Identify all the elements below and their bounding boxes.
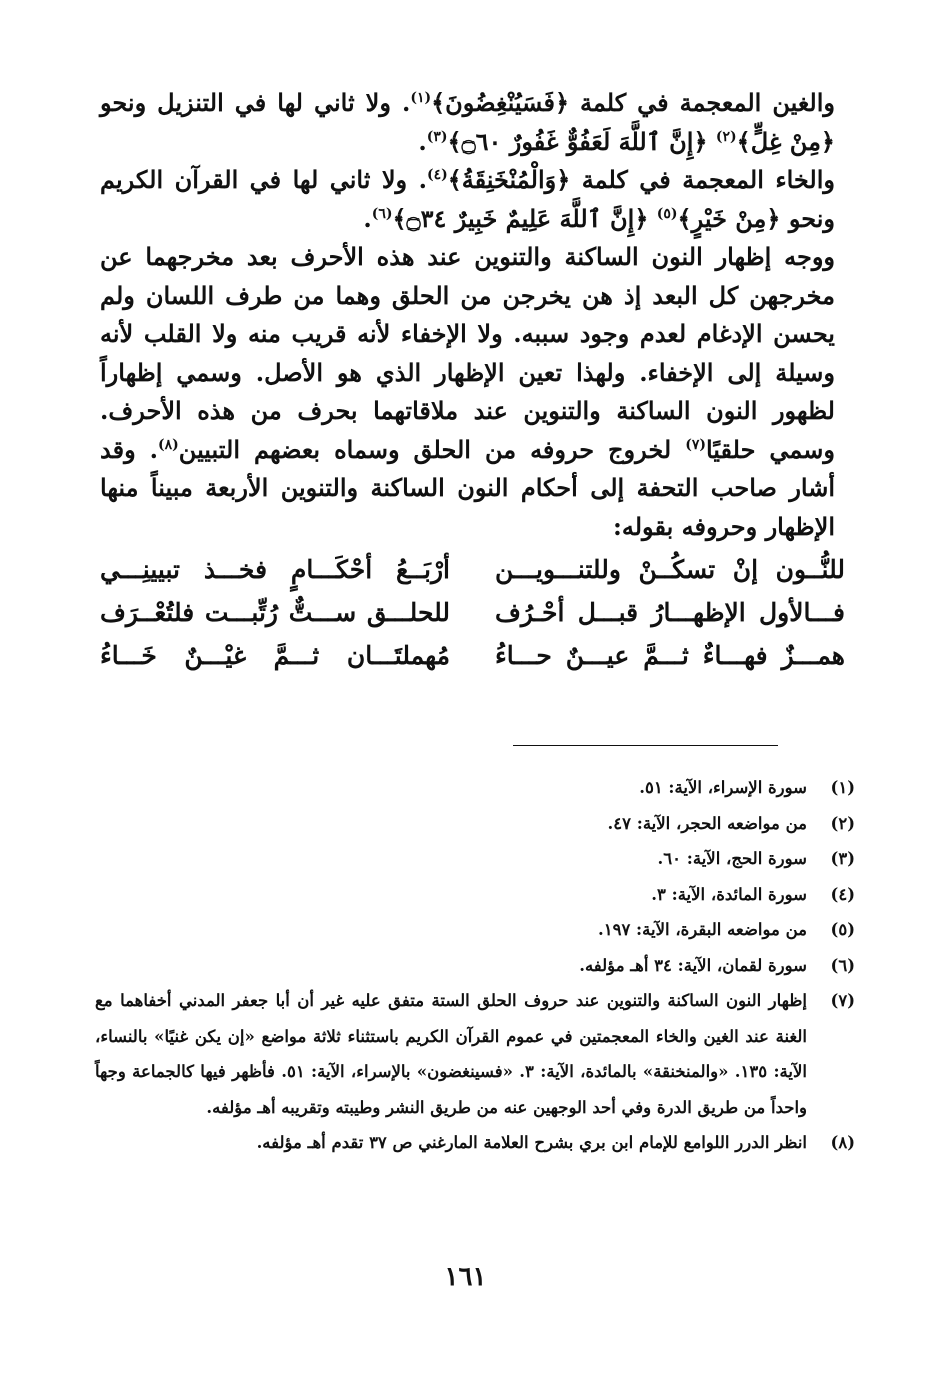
verse-hemistich-right: همـــزٌ فهـــاءٌ ثـــمَّ عيـــنٌ حـــاءُ xyxy=(495,641,845,670)
verse-row xyxy=(100,591,845,634)
footnote-text: من مواضعه الحجر، الآية: ٤٧. xyxy=(607,813,807,833)
paragraph-ghain xyxy=(100,84,835,161)
footnote-item xyxy=(95,806,855,842)
paragraph-text: . وقد أشار صاحب التحفة إلى أحكام النون الساكنة والتنوين الأربعة مبيناً منها الإظهار وحروفه بقوله: xyxy=(100,434,835,541)
footnote-text: سورة المائدة، الآية: ٣. xyxy=(651,884,807,904)
verse-hemistich-left: للحلـــق ســـتٌّ رُتِّبـــت فلتُعْــرَف xyxy=(100,598,450,627)
footnote-item xyxy=(95,912,855,948)
paragraph-text: . ولا ثاني لها في القرآن الكريم ونحو ﴿مِنْ خَيْرٍ﴾ xyxy=(100,165,835,233)
paragraph-text: والخاء المعجمة في كلمة ﴿وَالْمُنْخَنِقَةُ﴾ xyxy=(447,165,835,194)
verse-hemistich-right: للنُّــون إنْ تسكُــنْ وللتنـــويـــن xyxy=(495,555,845,584)
verse-hemistich-right: فـــالأول الإظهـــارُ قبـــل أحْـرُف xyxy=(495,598,845,627)
footnote-text: سورة الإسراء، الآية: ٥١. xyxy=(639,778,807,797)
footnote-text: انظر الدرر اللوامع للإمام ابن بري بشرح العلامة المارغني ص ٣٧ تقدم أهـ مؤلفه. xyxy=(256,1133,807,1152)
paragraph-reason xyxy=(100,238,835,546)
footnote-ref[interactable]: (٣) xyxy=(426,128,448,145)
poem-verses xyxy=(100,548,845,677)
footnote-number: (٢) xyxy=(830,813,855,833)
paragraph-text: ﴿إِنَّ ٱللَّهَ لَعَفُوٌّ غَفُورٌ ۝٦٠﴾ xyxy=(447,126,716,156)
footnote-ref[interactable]: (٧) xyxy=(685,436,706,453)
footnote-number: (٦) xyxy=(830,955,855,975)
footnote-ref[interactable]: (٢) xyxy=(715,128,737,145)
verse-hemistich-left: أرْبَــعُ أحْكَـــامٍ فخـــذ تبيينِـــي xyxy=(100,555,450,584)
paragraph-text: ﴿إِنَّ ٱللَّهَ عَلِيمٌ خَبِيرٌ ۝٣٤﴾ xyxy=(392,203,657,233)
footnote-number: (٧) xyxy=(830,991,855,1010)
footnote-item xyxy=(95,1125,855,1161)
footnote-ref[interactable]: (٥) xyxy=(656,205,678,222)
footnote-text: سورة لقمان، الآية: ٣٤ أهـ مؤلفه. xyxy=(579,955,807,975)
footnote-ref[interactable]: (٦) xyxy=(371,205,393,222)
footnote-item xyxy=(95,983,855,1125)
paragraph-text: ووجه إظهار النون الساكنة والتنوين عند هذه الأحرف بعد مخرجهما عن مخرجهن كل البعد إذ هن يخرجن من الحلق وهما من طرف اللسان ولم يحسن الإدغام لعدم وجود سببه. ولا الإخفاء لأنه قريب منه ولا القلب لأنه وسيلة إلى الإخفاء. ولهذا تعين الإظهار الذي هو الأصل. وسمي إظهاراً لظهور النون الساكنة والتنوين عند ملاقاتهما بحرف من هذه الأحرف. وسمي حلقيًا xyxy=(100,242,836,464)
footnote-number: (٣) xyxy=(830,849,855,868)
footnotes xyxy=(95,770,855,1161)
footnote-item xyxy=(95,841,855,877)
paragraph-text: . xyxy=(418,126,427,156)
footnote-divider xyxy=(513,745,778,746)
footnote-number: (٨) xyxy=(830,1133,855,1152)
footnote-ref[interactable]: (٨) xyxy=(158,436,179,453)
footnote-ref[interactable]: (١) xyxy=(410,90,432,106)
footnote-text: من مواضعه البقرة، الآية: ١٩٧. xyxy=(597,920,807,939)
paragraph-khaa xyxy=(100,161,835,238)
verse-row xyxy=(100,548,845,591)
footnote-item xyxy=(95,877,855,913)
footnote-number: (٥) xyxy=(830,920,855,939)
paragraph-text: . xyxy=(363,203,372,233)
paragraph-text: والغين المعجمة في كلمة ﴿فَسَيُنْغِضُونَ﴾ xyxy=(431,88,835,117)
footnote-item xyxy=(95,948,855,984)
footnote-text: إظهار النون الساكنة والتنوين عند حروف الحلق الستة متفق عليه غير أن أبا جعفر المدني أخفاهما مع الغنة عند الغين والخاء المعجمتين في عموم القرآن الكريم باستثناء ثلاثة مواضع «إن يكن غنيًا» بالنساء، الآية: ١٣٥. «والمنخنقة» بالمائدة، الآية: ٣. «فسينغضون» بالإسراء، الآية: ٥١. فأظهر فيها كالجماعة وجهاً واحداً من طريق الدرة وفي أحد الوجهين عنه من طريق النشر وطيبته وتقريبه أهـ مؤلفه. xyxy=(95,991,807,1117)
footnote-item xyxy=(95,770,855,806)
verse-row xyxy=(100,634,845,677)
main-text xyxy=(100,84,835,546)
footnote-text: سورة الحج، الآية: ٦٠. xyxy=(657,849,807,868)
paragraph-text: لخروج حروفه من الحلق وسماه بعضهم التبيين xyxy=(178,434,686,464)
footnote-number: (١) xyxy=(830,778,855,797)
verse-hemistich-left: مُهملتَـــان ثـــمَّ غيْـــنٌ خَـــاءُ xyxy=(100,641,450,670)
footnote-ref[interactable]: (٤) xyxy=(426,167,448,183)
paragraph-text: . ولا ثاني لها في التنزيل ونحو ﴿مِنْ غِلٍّ﴾ xyxy=(100,88,835,156)
footnote-number: (٤) xyxy=(830,884,855,904)
page-number: ١٦١ xyxy=(444,1262,487,1292)
